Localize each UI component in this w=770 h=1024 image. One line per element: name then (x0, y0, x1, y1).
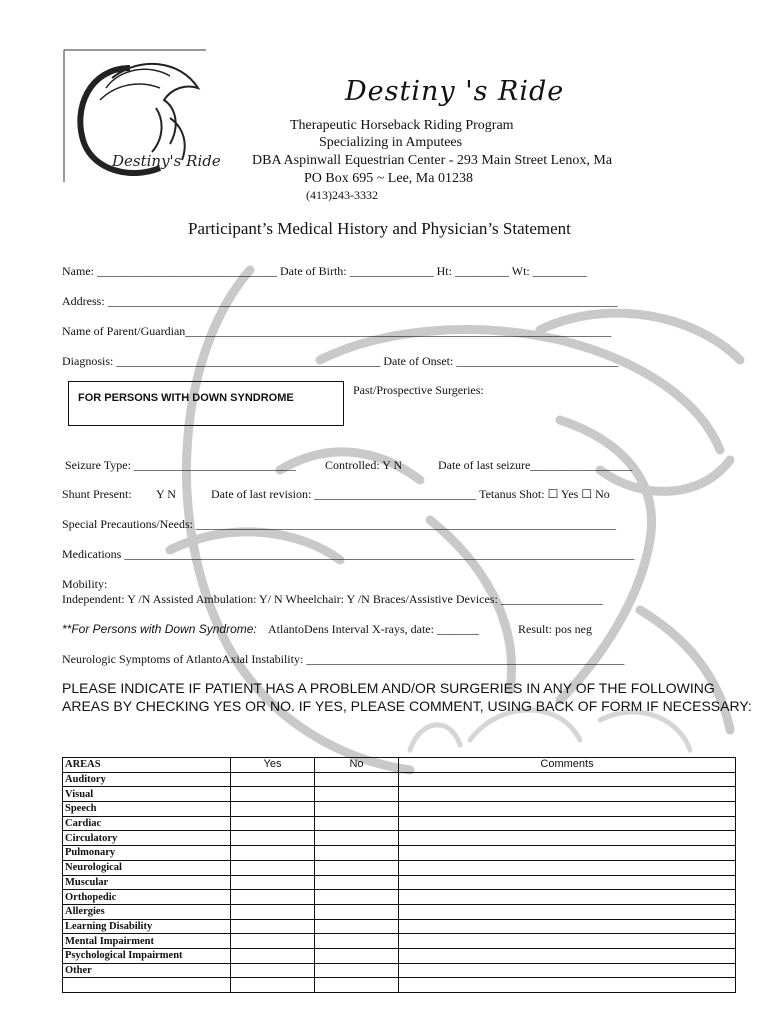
area-label: Mental Impairment (63, 934, 231, 949)
area-label: Auditory (63, 772, 231, 787)
comments-cell[interactable] (399, 772, 736, 787)
table-header-row (63, 758, 736, 773)
yes-checkbox-cell[interactable] (231, 978, 315, 993)
no-checkbox-cell[interactable] (315, 904, 399, 919)
area-label: Allergies (63, 904, 231, 919)
no-checkbox-cell[interactable] (315, 802, 399, 817)
header-phone: (413)243-3332 (306, 188, 378, 202)
name-dob-field[interactable]: Name: ______________________________ Date of Birth: ______________ Ht: _________ Wt: _________ (62, 264, 587, 278)
yes-checkbox-cell[interactable] (231, 802, 315, 817)
areas-table (62, 757, 736, 993)
table-row (63, 846, 736, 861)
no-checkbox-cell[interactable] (315, 846, 399, 861)
seizure-type-field[interactable]: Seizure Type: ___________________________ (65, 458, 296, 472)
yes-checkbox-cell[interactable] (231, 890, 315, 905)
no-checkbox-cell[interactable] (315, 963, 399, 978)
horse-logo-icon (60, 48, 221, 184)
yes-checkbox-cell[interactable] (231, 948, 315, 963)
header-program: Therapeutic Horseback Riding Program (290, 118, 514, 133)
area-label: Neurological (63, 860, 231, 875)
controlled-field[interactable]: Controlled: Y N (325, 458, 403, 472)
brand-name: Destiny 's Ride (345, 76, 565, 107)
area-label: Psychological Impairment (63, 948, 231, 963)
mobility-label: Mobility: (62, 577, 108, 591)
yes-checkbox-cell[interactable] (231, 846, 315, 861)
comments-cell[interactable] (399, 963, 736, 978)
comments-cell[interactable] (399, 890, 736, 905)
comments-cell[interactable] (399, 831, 736, 846)
down-syndrome-note: **For Persons with Down Syndrome: (62, 622, 257, 636)
comments-cell[interactable] (399, 860, 736, 875)
no-checkbox-cell[interactable] (315, 978, 399, 993)
logo (60, 48, 221, 184)
area-label: Circulatory (63, 831, 231, 846)
table-row (63, 963, 736, 978)
table-row (63, 934, 736, 949)
comments-cell[interactable] (399, 875, 736, 890)
yes-checkbox-cell[interactable] (231, 816, 315, 831)
header-comments: Comments (399, 758, 736, 773)
revision-tetanus-field[interactable]: Date of last revision: ___________________________ Tetanus Shot: ☐ Yes ☐ No (211, 487, 610, 501)
table-row (63, 904, 736, 919)
area-label: Cardiac (63, 816, 231, 831)
last-seizure-field[interactable]: Date of last seizure_________________ (438, 458, 633, 472)
table-row (63, 787, 736, 802)
page-title: Participant’s Medical History and Physician’s Statement (188, 219, 571, 238)
address-field[interactable]: Address: _____________________________________________________________________________________ (62, 294, 618, 308)
table-row (63, 772, 736, 787)
comments-cell[interactable] (399, 919, 736, 934)
no-checkbox-cell[interactable] (315, 831, 399, 846)
header-address: DBA Aspinwall Equestrian Center - 293 Main Street Lenox, Ma (252, 153, 613, 168)
xray-field[interactable]: AtlantoDens Interval X-rays, date: _______ (268, 622, 479, 636)
header-areas: AREAS (63, 758, 231, 773)
instructions: PLEASE INDICATE IF PATIENT HAS A PROBLEM AND/OR SURGERIES IN ANY OF THE FOLLOWING AREAS BY CHECKING YES OR NO. IF YES, PLEASE COMMENT, USING BACK OF FORM IF NECESSARY: (62, 680, 752, 714)
parent-guardian-field[interactable]: Name of Parent/Guardian_______________________________________________________________________ (62, 324, 612, 338)
comments-cell[interactable] (399, 904, 736, 919)
table-row (63, 948, 736, 963)
yes-checkbox-cell[interactable] (231, 934, 315, 949)
shunt-yn[interactable]: Y N (156, 487, 176, 501)
mobility-field[interactable]: Independent: Y /N Assisted Ambulation: Y/ N Wheelchair: Y /N Braces/Assistive Devices: _________________ (62, 592, 603, 606)
table-row (63, 816, 736, 831)
yes-checkbox-cell[interactable] (231, 904, 315, 919)
comments-cell[interactable] (399, 978, 736, 993)
no-checkbox-cell[interactable] (315, 816, 399, 831)
comments-cell[interactable] (399, 934, 736, 949)
yes-checkbox-cell[interactable] (231, 919, 315, 934)
yes-checkbox-cell[interactable] (231, 860, 315, 875)
logo-text: Destiny's Ride (112, 152, 221, 170)
xray-result-field[interactable]: Result: pos neg (518, 622, 592, 636)
comments-cell[interactable] (399, 802, 736, 817)
table-row (63, 875, 736, 890)
yes-checkbox-cell[interactable] (231, 787, 315, 802)
header-yes: Yes (231, 758, 315, 773)
table-row (63, 802, 736, 817)
header-specialty: Specializing in Amputees (319, 135, 463, 150)
yes-checkbox-cell[interactable] (231, 831, 315, 846)
no-checkbox-cell[interactable] (315, 948, 399, 963)
yes-checkbox-cell[interactable] (231, 875, 315, 890)
table-row (63, 919, 736, 934)
header-po-box: PO Box 695 ~ Lee, Ma 01238 (304, 171, 473, 186)
neuro-symptoms-field[interactable]: Neurologic Symptoms of AtlantoAxial Instability: _____________________________________________________ (62, 652, 625, 666)
medications-field[interactable]: Medications _____________________________________________________________________________________ (62, 547, 635, 561)
comments-cell[interactable] (399, 816, 736, 831)
no-checkbox-cell[interactable] (315, 919, 399, 934)
table-row (63, 978, 736, 993)
no-checkbox-cell[interactable] (315, 934, 399, 949)
no-checkbox-cell[interactable] (315, 772, 399, 787)
comments-cell[interactable] (399, 846, 736, 861)
comments-cell[interactable] (399, 787, 736, 802)
table-row (63, 860, 736, 875)
header-no: No (315, 758, 399, 773)
area-label: Pulmonary (63, 846, 231, 861)
no-checkbox-cell[interactable] (315, 875, 399, 890)
yes-checkbox-cell[interactable] (231, 772, 315, 787)
area-label (63, 978, 231, 993)
area-label: Learning Disability (63, 919, 231, 934)
table-row (63, 831, 736, 846)
comments-cell[interactable] (399, 948, 736, 963)
area-label: Other (63, 963, 231, 978)
no-checkbox-cell[interactable] (315, 787, 399, 802)
surgeries-field[interactable]: Past/Prospective Surgeries: (353, 383, 484, 397)
area-label: Orthopedic (63, 890, 231, 905)
diagnosis-field[interactable]: Diagnosis: ____________________________________________ Date of Onset: ___________________________ (62, 354, 619, 368)
shunt-label: Shunt Present: (62, 487, 132, 501)
no-checkbox-cell[interactable] (315, 860, 399, 875)
area-label: Muscular (63, 875, 231, 890)
table-row (63, 890, 736, 905)
area-label: Speech (63, 802, 231, 817)
precautions-field[interactable]: Special Precautions/Needs: ______________________________________________________________________ (62, 517, 616, 531)
yes-checkbox-cell[interactable] (231, 963, 315, 978)
area-label: Visual (63, 787, 231, 802)
no-checkbox-cell[interactable] (315, 890, 399, 905)
down-syndrome-box: FOR PERSONS WITH DOWN SYNDROME (68, 381, 344, 426)
